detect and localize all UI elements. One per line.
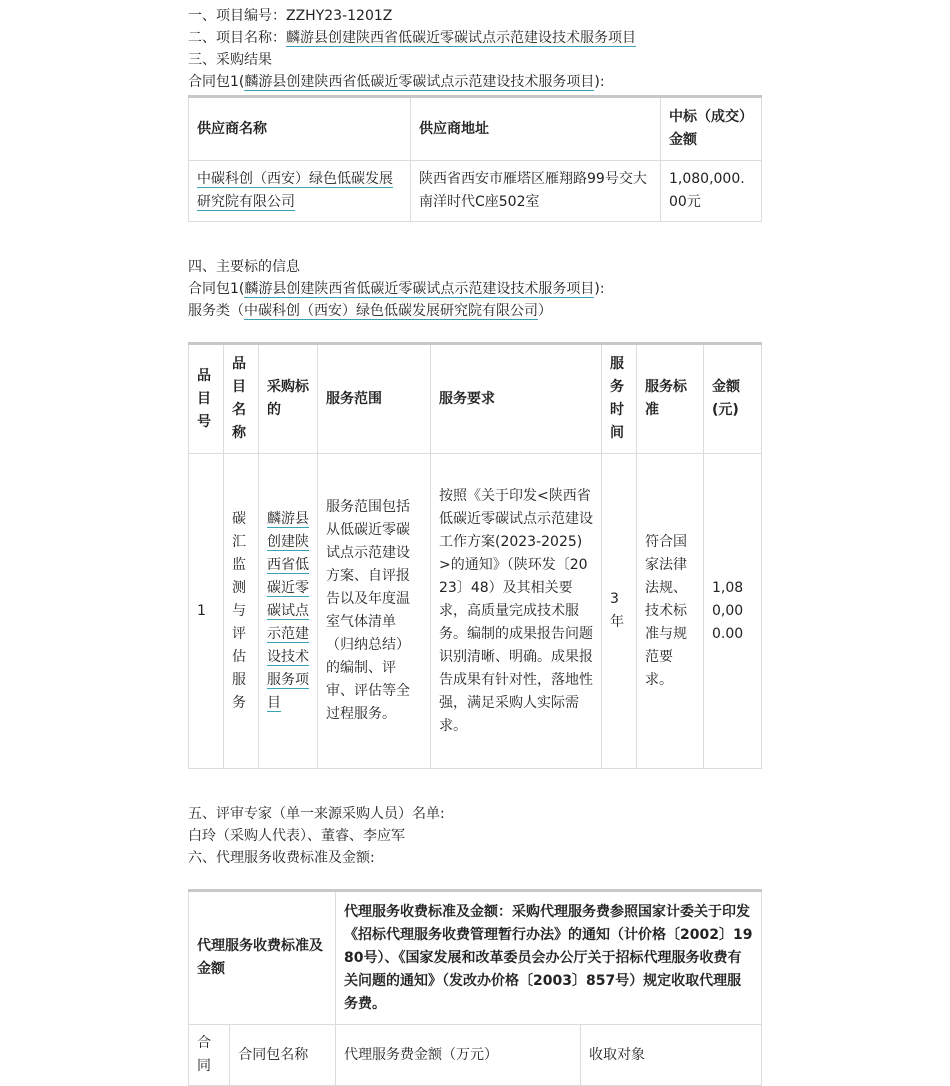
supplier-row <box>189 161 762 222</box>
header-bid-amount: 中标（成交）金额 <box>661 97 762 161</box>
item-row <box>189 454 762 769</box>
fee-standard-row <box>189 891 762 1025</box>
fee-table <box>188 889 762 1086</box>
header-supplier-address: 供应商地址 <box>411 97 661 161</box>
document-body <box>188 5 762 1086</box>
main-info-title: 四、主要标的信息 <box>188 259 300 275</box>
fee-title: 六、代理服务收费标准及金额: <box>188 850 375 866</box>
fee-col-package-name: 合同包名称 <box>230 1025 336 1086</box>
contract-package-line-2 <box>188 278 762 300</box>
header-item-no: 品目号 <box>189 344 224 454</box>
contract-package-suffix: ): <box>594 74 605 90</box>
item-name-link[interactable]: 麟游县创建陕西省低碳近零碳试点示范建设技术服务项目 <box>286 30 636 46</box>
result-title: 三、采购结果 <box>188 52 272 68</box>
fee-standard-content: 代理服务收费标准及金额：采购代理服务费参照国家计委关于印发《招标代理服务收费管理暂行办法》的通知（计价格〔2002〕1980号）、《国家发展和改革委员会办公厅关于招标代理服务收费有关问题的通知》（发改办价格〔2003〕857号）规定收取代理服务费。 <box>336 891 762 1025</box>
item-amount: 1,080,000.00 <box>704 454 762 769</box>
contract-package-link[interactable]: 麟游县创建陕西省低碳近零碳试点示范建设技术服务项目 <box>244 74 595 90</box>
service-suffix: ） <box>538 303 552 319</box>
item-standard: 符合国家法律法规、技术标准与规范要求。 <box>637 454 704 769</box>
supplier-address: 陕西省西安市雁塔区雁翔路99号交大南洋时代C座502室 <box>411 161 661 222</box>
fee-col-target: 收取对象 <box>581 1025 762 1086</box>
fee-col-contract: 合同 <box>189 1025 230 1086</box>
header-amount: 金额(元) <box>704 344 762 454</box>
item-no: 1 <box>189 454 224 769</box>
fee-col-amount: 代理服务费金额（万元） <box>336 1025 581 1086</box>
item-number-label: 一、项目编号： <box>188 8 286 24</box>
item-requirement: 按照《关于印发<陕西省低碳近零碳试点示范建设工作方案(2023-2025)>的通知》（陕环发〔2023〕48）及其相关要求，高质量完成技术服务。编制的成果报告问题识别清晰、明确。成果报告成果有针对性，落地性强，满足采购人实际需求。 <box>431 454 602 769</box>
item-target-link[interactable]: 麟游县创建陕西省低碳近零碳试点示范建设技术服务项目 <box>267 510 309 711</box>
item-scope: 服务范围包括从低碳近零碳试点示范建设方案、自评报告以及年度温室气体清单（归纳总结）的编制、评审、评估等全过程服务。 <box>318 454 431 769</box>
item-number-line <box>188 5 762 27</box>
fee-standard-label: 代理服务收费标准及金额 <box>189 891 336 1025</box>
contract-package-suffix-2: ): <box>594 281 605 297</box>
supplier-name-link[interactable]: 中碳科创（西安）绿色低碳发展研究院有限公司 <box>197 171 393 210</box>
header-supplier-name: 供应商名称 <box>189 97 411 161</box>
item-name-label: 二、项目名称： <box>188 30 286 46</box>
supplier-header-row <box>189 97 762 161</box>
item-table <box>188 342 762 769</box>
item-name-line <box>188 27 762 49</box>
supplier-table <box>188 95 762 222</box>
service-supplier-link[interactable]: 中碳科创（西安）绿色低碳发展研究院有限公司 <box>244 303 538 319</box>
experts-title: 五、评审专家（单一来源采购人员）名单: <box>188 806 445 822</box>
header-time: 服务时间 <box>602 344 637 454</box>
header-requirement: 服务要求 <box>431 344 602 454</box>
contract-package-prefix-2: 合同包1( <box>188 281 245 297</box>
item-header-row <box>189 344 762 454</box>
item-category: 碳汇监测与评估服务 <box>224 454 259 769</box>
header-item-category: 品目名称 <box>224 344 259 454</box>
contract-package-link-2[interactable]: 麟游县创建陕西省低碳近零碳试点示范建设技术服务项目 <box>244 281 595 297</box>
service-prefix: 服务类（ <box>188 303 244 319</box>
header-standard: 服务标准 <box>637 344 704 454</box>
supplier-amount: 1,080,000.00元 <box>661 161 762 222</box>
contract-package-prefix: 合同包1( <box>188 74 245 90</box>
item-time: 3年 <box>602 454 637 769</box>
item-number-value: ZZHY23-1201Z <box>286 8 393 24</box>
header-scope: 服务范围 <box>318 344 431 454</box>
contract-package-line <box>188 71 762 93</box>
fee-header-row <box>189 1025 762 1086</box>
header-target: 采购标的 <box>259 344 318 454</box>
service-type-line <box>188 300 762 322</box>
experts-list: 白玲（采购人代表）、董睿、李应军 <box>188 828 405 844</box>
